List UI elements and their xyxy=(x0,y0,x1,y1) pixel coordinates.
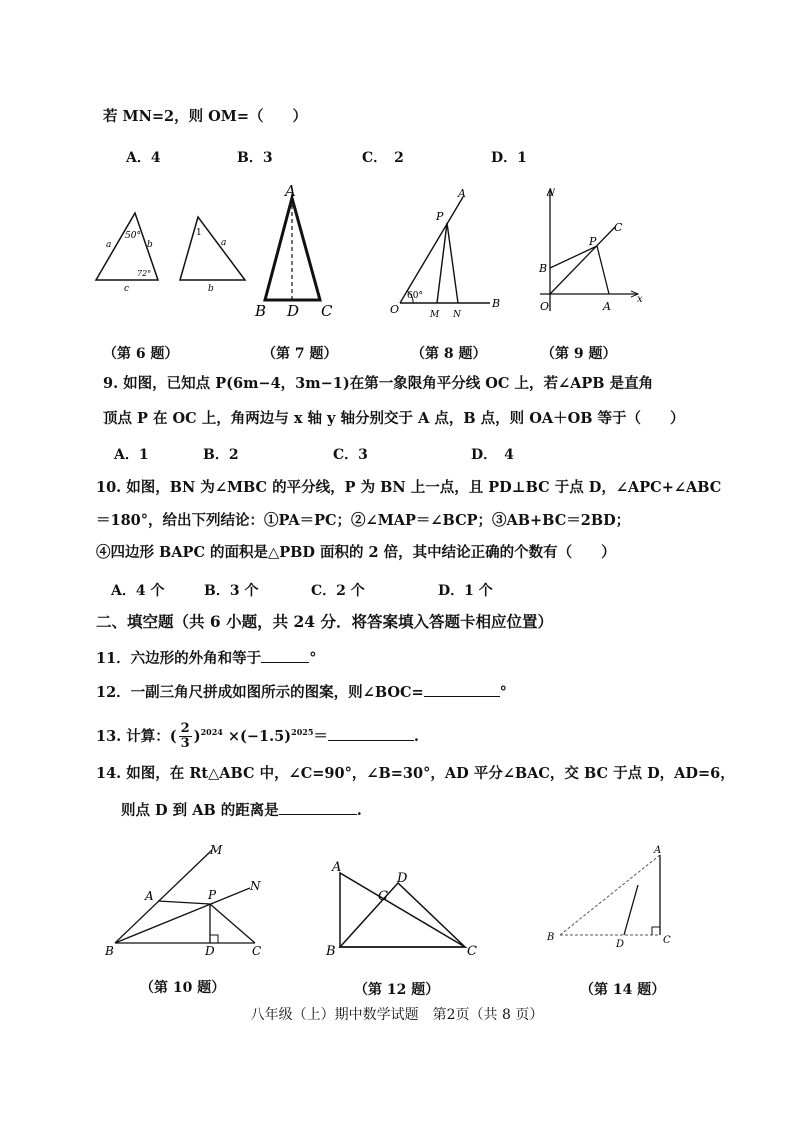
fig12-label-a: A xyxy=(332,860,342,875)
q14-line2: 则点 D 到 AB 的距离是 xyxy=(121,802,279,819)
q8-tail: 若 MN=2，则 OM=（ ） xyxy=(103,108,307,125)
figure-12 xyxy=(320,855,485,965)
q10-line2: ＝180°，给出下列结论：①PA＝PC；②∠MAP＝∠BCP；③AB+BC＝2BD； xyxy=(96,512,631,529)
fig10-ap xyxy=(158,901,210,904)
caption-fig6: （第 6 题） xyxy=(103,346,179,362)
fig10-label-n: N xyxy=(250,879,261,893)
fig8-pm xyxy=(437,223,447,303)
q14-line2-wrap xyxy=(121,800,362,820)
q9-option-b: B．2 xyxy=(203,447,239,463)
fig6-angle-top: 50° xyxy=(125,231,141,241)
fig9-label-o: O xyxy=(540,300,550,313)
q13-numerator: 2 xyxy=(180,721,190,737)
q9-option-d: D． 4 xyxy=(471,447,514,463)
fig10-label-m: M xyxy=(210,843,223,857)
fig14-label-a: A xyxy=(654,845,662,856)
fig12-triangle-dbc xyxy=(340,883,465,947)
fig7-label-d: D xyxy=(287,302,300,318)
fig8-ray-oa xyxy=(400,197,463,303)
fig6-angle-bottom: 72° xyxy=(137,269,152,278)
q9-line2: 顶点 P 在 OC 上，角两边与 x 轴 y 轴分别交于 A 点，B 点，则 OA＋OB 等于（ ） xyxy=(103,410,685,427)
q13-end: . xyxy=(413,727,419,745)
q8-option-b: B．3 xyxy=(237,150,273,166)
fig12-label-c: C xyxy=(467,944,477,959)
figure-7 xyxy=(250,183,340,318)
figure-10 xyxy=(100,838,275,963)
fig14-ad xyxy=(624,885,638,935)
fig10-label-p: P xyxy=(208,888,217,902)
q8-option-d: D．1 xyxy=(491,150,527,166)
q13-mid: ) xyxy=(193,727,201,745)
q9-line1: 9. 如图，已知点 P(6m−4，3m−1)在第一象限角平分线 OC 上，若∠APB 是直角 xyxy=(103,375,654,392)
q10-option-a: A．4 个 xyxy=(111,583,165,599)
q13 xyxy=(96,714,419,750)
figure-8 xyxy=(385,185,510,320)
fig10-label-c: C xyxy=(252,944,262,958)
fig7-label-b: B xyxy=(255,302,267,318)
q12-blank xyxy=(424,682,500,697)
fig14-ab xyxy=(560,855,660,935)
fig7-label-c: C xyxy=(321,302,333,318)
caption-fig12: （第 12 题） xyxy=(354,982,440,998)
figure-6 xyxy=(90,205,260,295)
q9-option-c: C．3 xyxy=(333,447,368,463)
fig9-label-c: C xyxy=(614,221,623,234)
fig6-triangle-2 xyxy=(180,217,245,280)
caption-fig8: （第 8 题） xyxy=(411,346,487,362)
fig6-t2-angle: 1 xyxy=(196,228,202,238)
fig14-label-c: C xyxy=(663,935,671,946)
fig8-angle: 60° xyxy=(407,291,423,301)
fig12-label-c-inner: C xyxy=(378,889,388,904)
q10-line3: ④四边形 BAPC 的面积是△PBD 面积的 2 倍，其中结论正确的个数有（ ） xyxy=(96,544,616,561)
q13-mul: ×(−1.5) xyxy=(227,727,292,745)
q10-option-d: D．1 个 xyxy=(438,583,493,599)
q13-exp1: 2024 xyxy=(200,727,223,737)
fig9-label-x: x xyxy=(637,294,643,305)
fig9-label-p: P xyxy=(589,235,597,248)
fig14-label-b: B xyxy=(547,932,555,943)
q13-eq: ＝ xyxy=(313,727,328,745)
q10-option-c: C．2 个 xyxy=(311,583,365,599)
fig7-label-a: A xyxy=(285,183,296,200)
q12-unit: ° xyxy=(499,684,507,701)
fig14-label-d: D xyxy=(616,939,625,950)
fig10-bm xyxy=(115,850,212,943)
fig6-side-a: a xyxy=(106,240,112,250)
q13-prefix: 13. 计算：( xyxy=(96,727,177,745)
fig8-label-b: B xyxy=(492,297,501,310)
fig6-t2-b: b xyxy=(208,284,214,294)
fig9-label-y: y xyxy=(549,186,555,197)
figure-14 xyxy=(540,840,680,955)
fig6-side-c: c xyxy=(124,284,130,294)
fig10-bn xyxy=(115,888,250,943)
q10-option-b: B．3 个 xyxy=(204,583,259,599)
q8-option-c: C． 2 xyxy=(362,150,404,166)
fig8-label-p: P xyxy=(436,210,444,223)
fig9-label-a: A xyxy=(603,300,611,313)
q13-fraction xyxy=(179,722,192,751)
q14-line1: 14. 如图，在 Rt△ABC 中，∠C=90°，∠B=30°，AD 平分∠BAC，交 BC 于点 D，AD=6， xyxy=(96,765,735,782)
fig10-label-b: B xyxy=(105,944,114,958)
caption-fig9: （第 9 题） xyxy=(541,346,617,362)
q13-exp2: 2025 xyxy=(291,727,314,737)
fig8-label-o: O xyxy=(390,303,400,316)
fig10-label-d: D xyxy=(205,944,215,958)
fig9-oc xyxy=(550,227,615,294)
q11 xyxy=(96,648,316,668)
q8-option-a: A．4 xyxy=(126,150,161,166)
q13-denominator: 3 xyxy=(180,736,190,752)
q11-blank xyxy=(261,648,309,663)
q14-end: . xyxy=(356,802,362,819)
section2-heading: 二、填空题（共 6 小题，共 24 分．将答案填入答题卡相应位置） xyxy=(96,612,553,631)
fig9-pa xyxy=(597,246,609,294)
q11-unit: ° xyxy=(309,650,317,667)
fig8-pn xyxy=(447,223,458,303)
fig6-side-b: b xyxy=(147,240,153,250)
fig10-pc xyxy=(210,904,255,943)
q13-blank xyxy=(328,726,414,741)
q11-text: 11．六边形的外角和等于 xyxy=(96,650,262,667)
caption-fig7: （第 7 题） xyxy=(262,346,338,362)
q9-option-a: A．1 xyxy=(114,447,149,463)
fig10-label-a: A xyxy=(145,889,154,903)
page-footer: 八年级（上）期中数学试题 第2页（共 8 页） xyxy=(250,1007,544,1023)
fig8-label-a: A xyxy=(458,187,466,200)
caption-fig14: （第 14 题） xyxy=(580,982,666,998)
fig8-label-m: M xyxy=(430,310,440,320)
q12 xyxy=(96,682,507,702)
q10-line1: 10. 如图，BN 为∠MBC 的平分线，P 为 BN 上一点，且 PD⊥BC 于点 D，∠APC+∠ABC xyxy=(96,479,722,496)
fig8-label-n: N xyxy=(453,310,461,320)
fig9-pb xyxy=(550,246,597,268)
figure-9 xyxy=(530,183,645,318)
fig12-label-d: D xyxy=(397,871,408,886)
q14-blank xyxy=(279,800,357,815)
fig12-label-b: B xyxy=(326,944,336,959)
caption-fig10: （第 10 题） xyxy=(140,980,226,996)
q12-text: 12．一副三角尺拼成如图所示的图案，则∠BOC= xyxy=(96,684,424,701)
fig9-label-b: B xyxy=(539,262,548,275)
fig6-t2-a: a xyxy=(221,238,227,248)
